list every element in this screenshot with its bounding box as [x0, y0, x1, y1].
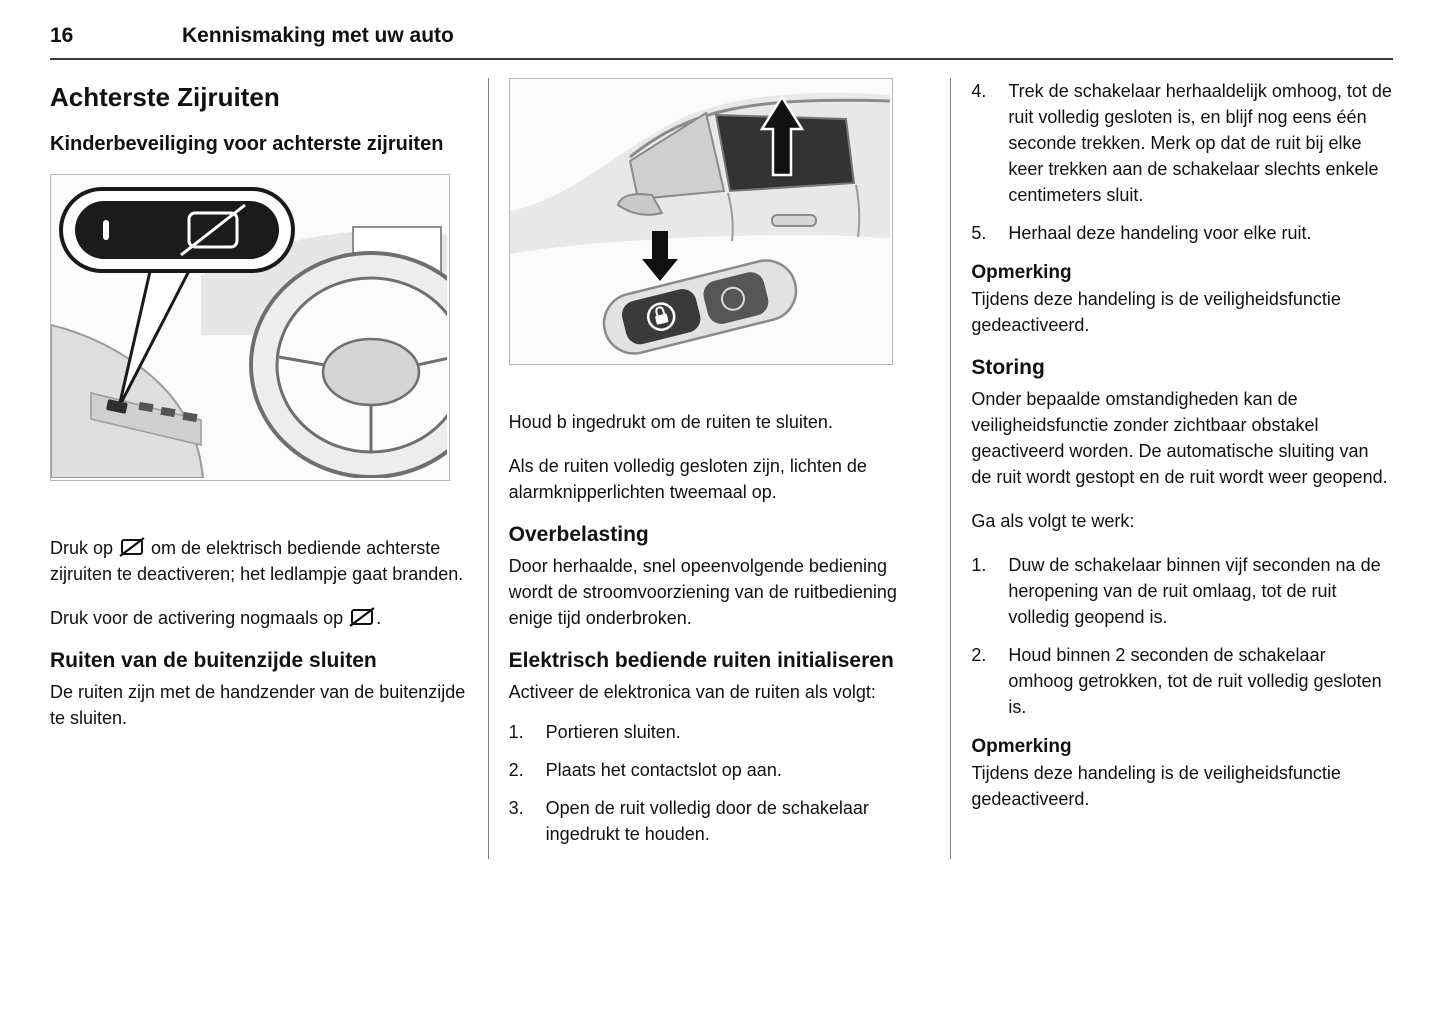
led-indicator: [103, 220, 109, 240]
window-close-illustration-svg: [510, 79, 890, 362]
heading-initialize: Elektrisch bediende ruiten initialiseren: [508, 649, 894, 672]
content-columns: [50, 78, 1393, 859]
flash-confirmation-text: Als de ruiten volledig gesloten zijn, lichten de alarmknipperlichten tweemaal op.: [508, 456, 867, 502]
section-title-rear-windows: Achterste Zijruiten: [50, 82, 280, 112]
heading-fault: Storing: [971, 356, 1045, 379]
note-heading: Opmerking: [971, 736, 1072, 757]
list-item: 2. Houd binnen 2 seconden de schakelaar omhoog getrokken, tot de ruit volledig gesloten is.: [971, 645, 1382, 717]
list-item: 1. Duw de schakelaar binnen vijf seconden na de heropening van de ruit omlaag, tot de ruit volledig geopend is.: [971, 555, 1381, 627]
heading-child-safety: Kinderbeveiliging voor achterste zijruiten: [50, 133, 444, 155]
window-close-illustration: [509, 78, 893, 365]
deactivate-instructions: Druk op om de elektrisch bediende achterste zijruiten te deactiveren; het ledlampje gaat branden.: [50, 535, 472, 587]
initialize-steps: [509, 719, 931, 847]
window-deactivate-icon: [119, 535, 145, 561]
heading-overload: Overbelasting: [508, 523, 649, 546]
list-item: 3. Open de ruit volledig door de schakelaar ingedrukt te houden.: [508, 798, 869, 844]
page-number: 16: [50, 24, 74, 47]
list-item: 2. Plaats het contactslot op aan.: [508, 760, 782, 780]
fault-procedure-steps: [971, 552, 1393, 720]
page-header: [50, 24, 1393, 60]
interior-illustration-svg: [51, 175, 447, 478]
list-item: 1. Portieren sluiten.: [508, 722, 681, 742]
overload-text: Door herhaalde, snel opeenvolgende bediening wordt de stroomvoorziening van de ruitbediening enige tijd onderbroken.: [508, 556, 897, 628]
hold-button-text: Houd b ingedrukt om de ruiten te sluiten.: [508, 412, 833, 432]
door-handle: [772, 215, 816, 226]
reactivate-instructions: Druk voor de activering nogmaals op .: [50, 605, 472, 631]
initialize-intro: Activeer de elektronica van de ruiten als volgt:: [508, 682, 876, 702]
column-left: [50, 78, 488, 859]
column-middle: [489, 78, 951, 859]
list-item: 5. Herhaal deze handeling voor elke ruit.: [971, 223, 1312, 243]
note-text: Tijdens deze handeling is de veiligheidsfunctie gedeactiveerd.: [971, 289, 1341, 335]
initialize-steps-continued: [971, 78, 1393, 246]
column-right: [951, 78, 1393, 859]
close-outside-text: De ruiten zijn met de handzender van de buitenzijde te sluiten.: [50, 682, 466, 728]
procedure-intro: Ga als volgt te werk:: [971, 511, 1135, 531]
heading-close-outside: Ruiten van de buitenzijde sluiten: [50, 649, 377, 672]
window-deactivate-icon: [349, 605, 375, 631]
interior-illustration: [50, 174, 450, 481]
page-title: Kennismaking met uw auto: [182, 24, 454, 47]
fault-text: Onder bepaalde omstandigheden kan de veiligheidsfunctie zonder zichtbaar obstakel geactiveerd worden. De automatische sluiting van de ruit wordt gestopt en de ruit wordt weer geopend.: [971, 389, 1388, 487]
note-text: Tijdens deze handeling is de veiligheidsfunctie gedeactiveerd.: [971, 763, 1341, 809]
list-item: 4. Trek de schakelaar herhaaldelijk omhoog, tot de ruit volledig gesloten is, en blijf nog eens één seconde trekken. Merk op dat de ruit bij elke keer trekken aan de schakelaar slechts enkele centimeters sluit.: [971, 81, 1392, 205]
note-heading: Opmerking: [971, 262, 1072, 283]
